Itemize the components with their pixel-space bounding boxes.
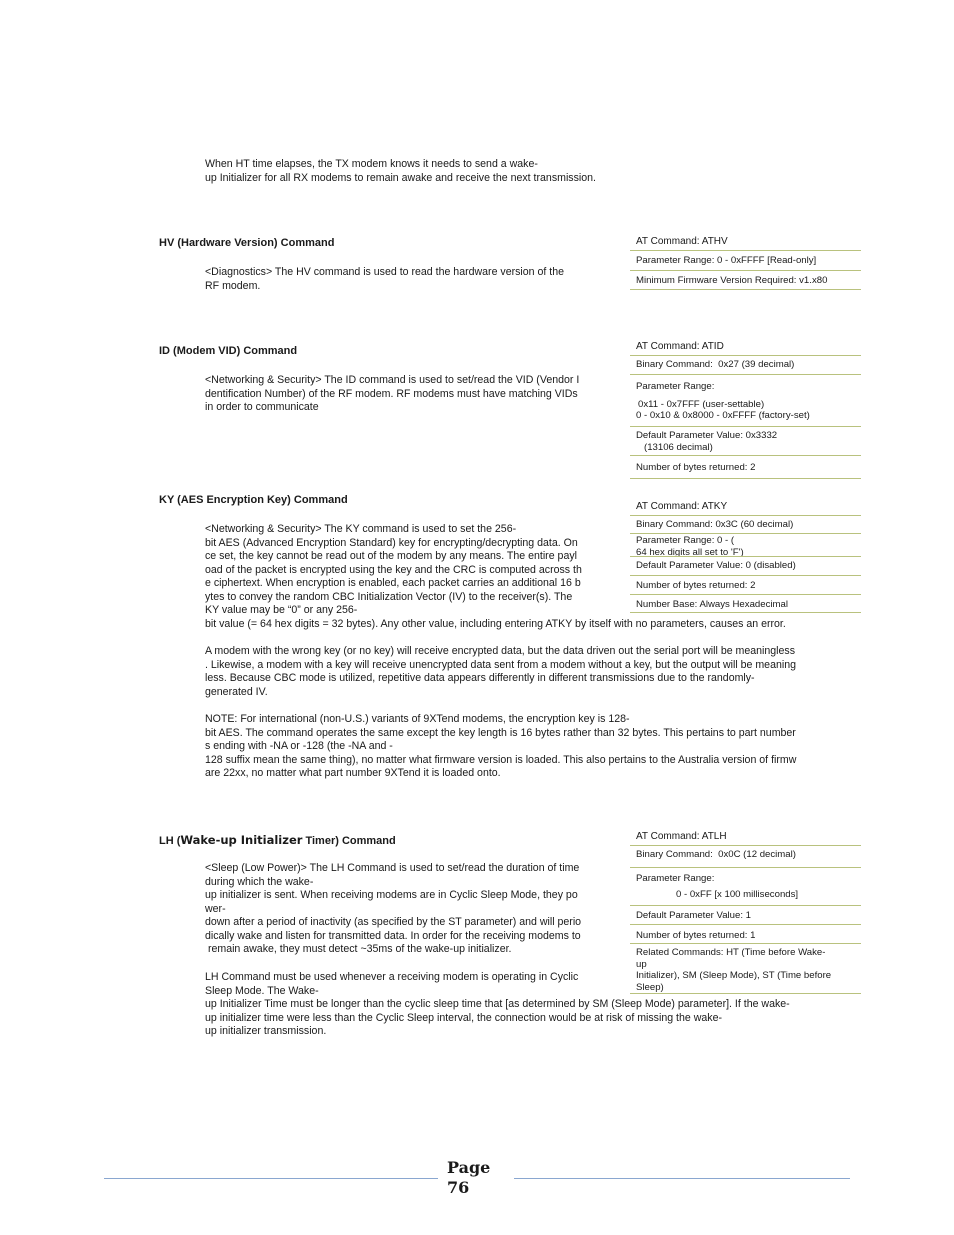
lh-related-commands: Related Commands: HT (Time before Wake- up Initializer), SM (Sleep Mode), ST (Time before Sleep) (630, 943, 861, 994)
text-line: RF modem. (205, 279, 261, 292)
text-line: up Initializer Time must be longer than the cyclic sleep time that [as determined by SM (Sleep Mode) parameter]. If the wake- (205, 998, 790, 1010)
footer-rule-left (104, 1178, 438, 1179)
text-line: up initializer time were less than the Cyclic Sleep interval, the connection would be at risk of missing the wake- (205, 1011, 722, 1024)
lh-bytes-returned: Number of bytes returned: 1 (630, 924, 861, 943)
ky-param-range: Parameter Range: 0 - ( 64 hex digits all set to 'F') (630, 533, 861, 556)
hv-table (630, 234, 861, 290)
ky-note-paragraph (205, 713, 796, 781)
text-line: . Likewise, a modem with a key will receive unencrypted data sent from a modem without a key, but the output will be meaning (205, 658, 796, 671)
text-line: bit AES. The command operates the same except the key length is 16 bytes rather than 32 bytes. This pertains to part number (205, 726, 796, 739)
ky-default-value: Default Parameter Value: 0 (disabled) (630, 556, 861, 575)
ky-binary-command: Binary Command: 0x3C (60 decimal) (630, 515, 861, 533)
text-line: up initializer is sent. When receiving modems are in Cyclic Sleep Mode, they po (205, 889, 578, 901)
id-bytes-returned: Number of bytes returned: 2 (630, 455, 861, 479)
text-line: 128 suffix mean the same thing), no matter what firmware version is loaded. This also pertains to the Australia version of firmw (205, 753, 797, 766)
lh-binary-command: Binary Command: 0x0C (12 decimal) (630, 845, 861, 867)
text-line: in order to communicate (205, 401, 319, 413)
text-line: dically wake and listen for transmitted data. In order for the receiving modems to (205, 929, 581, 942)
ky-heading: KY (AES Encryption Key) Command (159, 494, 348, 506)
page-number-value: 76 (447, 1178, 470, 1197)
text-line: A modem with the wrong key (or no key) will receive encrypted data, but the data driven out the serial port will be meaningless (205, 645, 796, 657)
id-default-value: Default Parameter Value: 0x3332 (13106 decimal) (630, 426, 861, 455)
text-line: dentification Number) of the RF modem. RF modems must have matching VIDs (205, 387, 578, 400)
text-line: during which the wake- (205, 875, 314, 888)
id-binary-command: Binary Command: 0x27 (39 decimal) (630, 355, 861, 374)
lh-table (630, 830, 861, 994)
lh-default-value: Default Parameter Value: 1 (630, 905, 861, 924)
hv-body (205, 266, 564, 293)
lh-body (205, 862, 581, 957)
lh-param-range: Parameter Range: 0 - 0xFF [x 100 milliseconds] (630, 867, 861, 905)
text-line: ytes to convey the random CBC Initialization Vector (IV) to the receiver(s). The (205, 590, 573, 603)
text-line: KY value may be “0” or any 256- (205, 604, 358, 616)
text-line: down after a period of inactivity (as specified by the ST parameter) and will perio (205, 916, 582, 928)
id-heading: ID (Modem VID) Command (159, 345, 298, 357)
lh-at-command: AT Command: ATLH (636, 831, 727, 842)
page-label: Page (447, 1158, 491, 1177)
id-body (205, 374, 579, 415)
ky-paragraph-2 (205, 645, 796, 699)
text-line: LH Command must be used whenever a receiving modem is operating in Cyclic (205, 971, 579, 983)
ky-number-base: Number Base: Always Hexadecimal (630, 594, 861, 613)
text-line: up initializer transmission. (205, 1025, 327, 1037)
text-line: s ending with -NA or -128 (the -NA and - (205, 740, 393, 752)
lh-heading: LH (Wake-up Initializer Timer) Command (159, 833, 396, 847)
text-line: generated IV. (205, 685, 268, 698)
text-line: <Networking & Security> The ID command is used to set/read the VID (Vendor I (205, 374, 580, 386)
hv-heading: HV (Hardware Version) Command (159, 237, 335, 249)
text-line: less. Because CBC mode is utilized, repetitive data appears differently in different transmissions due to the randomly- (205, 672, 755, 684)
ky-at-command: AT Command: ATKY (636, 501, 728, 512)
hv-at-command: AT Command: ATHV (636, 236, 728, 247)
text-line: up Initializer for all RX modems to remain awake and receive the next transmission. (205, 171, 596, 184)
text-line: bit AES (Advanced Encryption Standard) key for encrypting/decrypting data. On (205, 536, 578, 549)
text-line: oad of the packet is encrypted using the key and the CRC is computed across th (205, 563, 582, 576)
text-line: <Diagnostics> The HV command is used to read the hardware version of the (205, 266, 565, 278)
id-table (630, 340, 861, 479)
text-line: e ciphertext. When encryption is enabled, each packet carries an additional 16 b (205, 577, 581, 589)
text-line: Sleep Mode. The Wake- (205, 984, 319, 997)
hv-min-firmware: Minimum Firmware Version Required: v1.x80 (630, 270, 861, 290)
footer-rule-right (514, 1178, 850, 1179)
text-line: When HT time elapses, the TX modem knows it needs to send a wake- (205, 158, 538, 170)
ky-table (630, 500, 861, 613)
hv-param-range: Parameter Range: 0 - 0xFFFF [Read-only] (630, 250, 861, 270)
ky-bytes-returned: Number of bytes returned: 2 (630, 575, 861, 594)
text-line: ce set, the key cannot be read out of the modem by any means. The entire payl (205, 550, 577, 562)
text-line: wer- (205, 902, 226, 915)
text-line: are 22xx, no matter what part number 9XTend it is loaded onto. (205, 767, 501, 779)
text-line: remain awake, they must detect ~35ms of the wake-up initializer. (205, 943, 512, 955)
text-line: <Networking & Security> The KY command is used to set the 256- (205, 523, 517, 535)
text-line: <Sleep (Low Power)> The LH Command is used to set/read the duration of time (205, 862, 580, 874)
intro-paragraph (205, 158, 596, 185)
id-param-range: Parameter Range: 0x11 - 0x7FFF (user-settable) 0 - 0x10 & 0x8000 - 0xFFFF (factory-set) (630, 374, 861, 426)
id-at-command: AT Command: ATID (636, 341, 724, 352)
page-number (447, 1158, 490, 1198)
text-line: NOTE: For international (non-U.S.) variants of 9XTend modems, the encryption key is 128- (205, 713, 630, 725)
text-line: bit value (= 64 hex digits = 32 bytes). Any other value, including entering ATKY by itself with no parameters, causes an error. (205, 617, 786, 630)
